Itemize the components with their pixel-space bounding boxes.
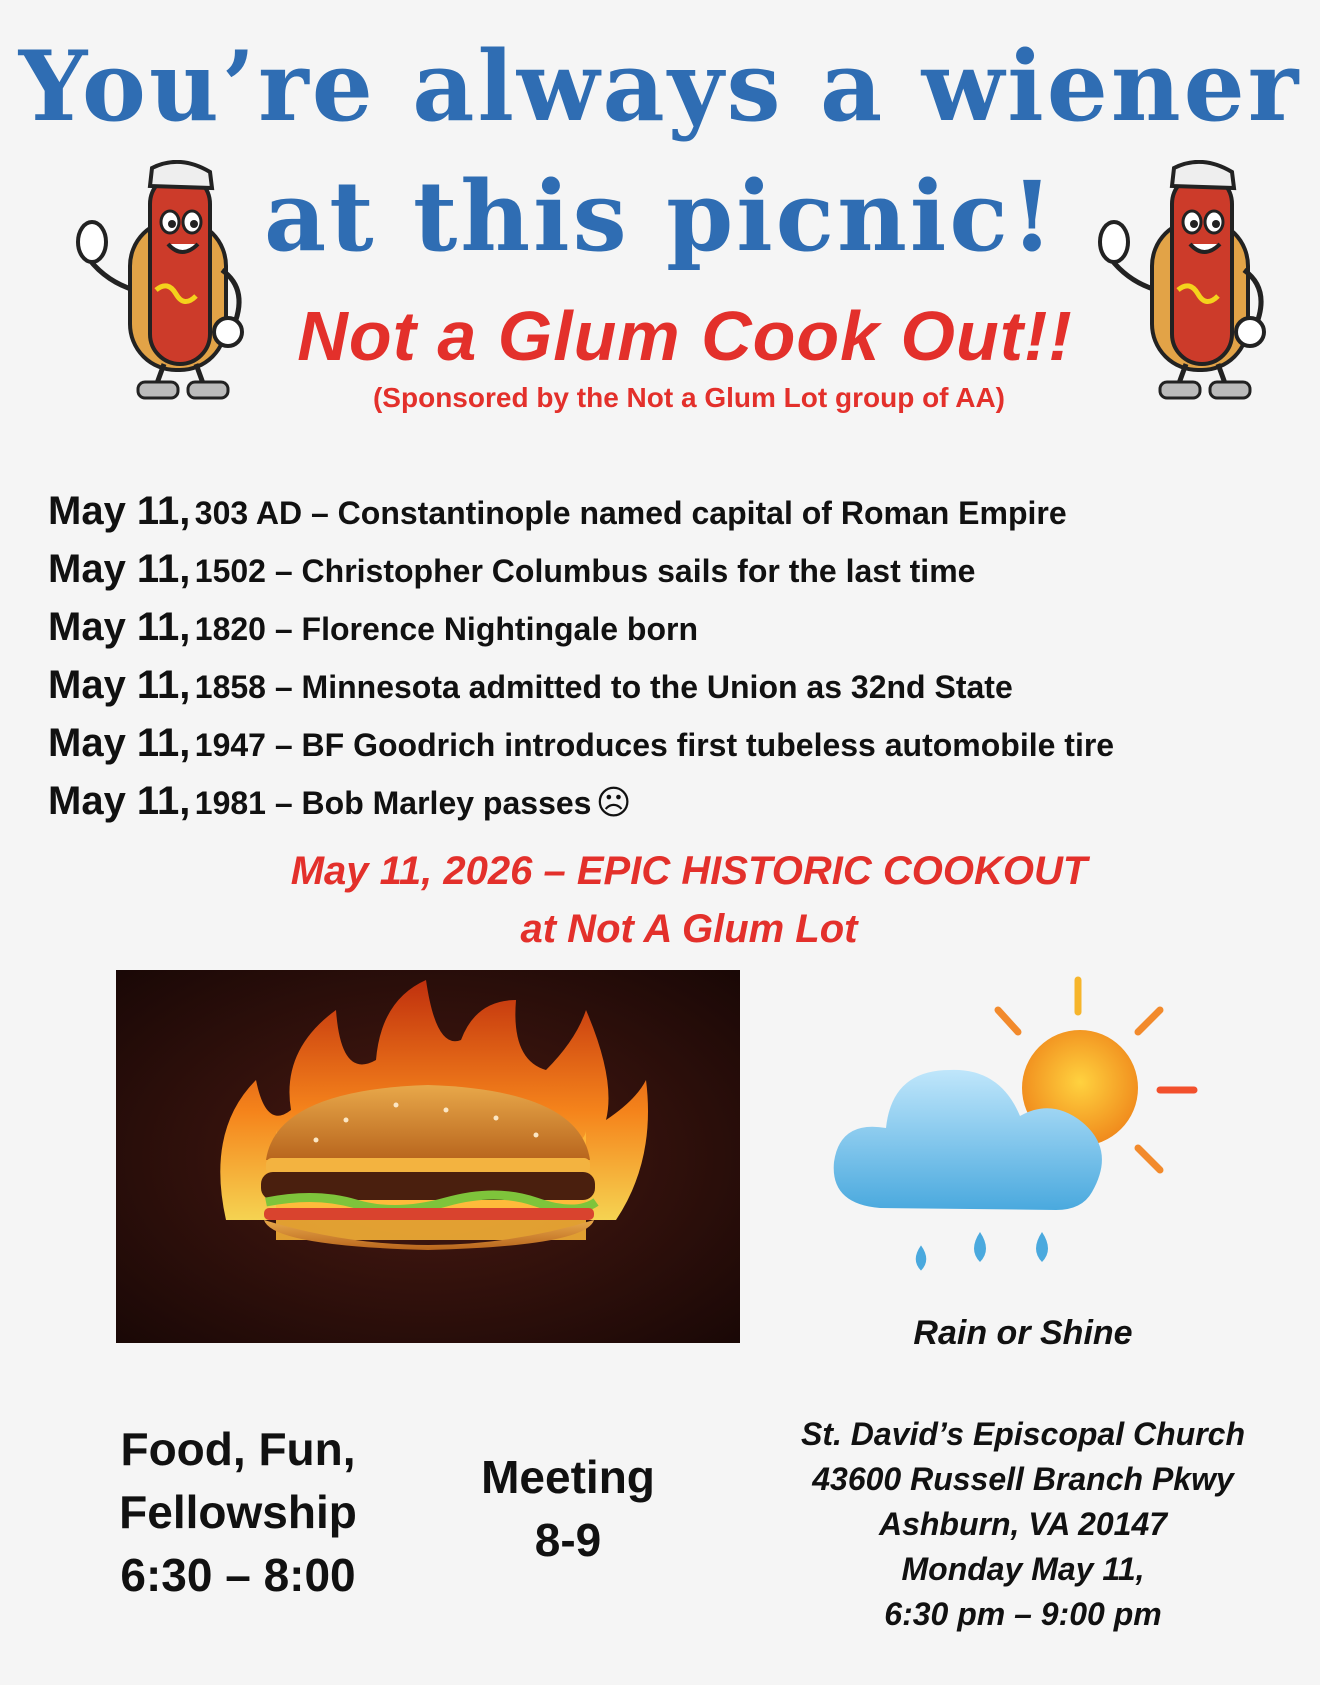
history-date: May 11, [48,547,191,591]
history-date: May 11, [48,605,191,649]
history-date: May 11, [48,489,191,533]
history-date: May 11, [48,721,191,765]
meeting-label: Meeting [481,1451,655,1503]
event-line-1: May 11, 2026 – EPIC HISTORIC COOKOUT [290,849,1088,893]
venue-address [750,1412,1296,1637]
food-line-1: Food, Fun, [120,1423,356,1475]
food-time: 6:30 – 8:00 [120,1549,356,1601]
history-date: May 11, [48,663,191,707]
meeting-info [448,1446,688,1572]
sponsor-line: (Sponsored by the Not a Glum Lot group of AA) [372,382,1006,413]
history-text: 1858 – Minnesota admitted to the Union as 32nd State [194,669,1013,705]
food-line-2: Fellowship [119,1486,357,1538]
history-list [48,482,1308,830]
history-text: 1820 – Florence Nightingale born [194,611,699,647]
headline-line-1: You’re always a wiener [18,30,1302,143]
venue-date: Monday May 11, [901,1551,1145,1587]
history-item [48,656,1308,714]
history-item [48,714,1308,772]
history-item [48,482,1308,540]
flaming-burger-image [116,970,740,1343]
weather-caption: Rain or Shine [913,1314,1133,1352]
venue-time: 6:30 pm – 9:00 pm [884,1596,1162,1632]
history-item [48,598,1308,656]
sad-face-icon: ☹ [595,784,632,822]
history-text: 1981 – Bob Marley passes [194,785,592,821]
venue-city: Ashburn, VA 20147 [878,1506,1168,1542]
history-item [48,540,1308,598]
history-text: 1502 – Christopher Columbus sails for the last time [194,553,976,589]
history-date: May 11, [48,779,191,823]
sun-cloud-rain-icon [820,970,1220,1300]
headline-line-2: at this picnic! [264,160,1056,273]
event-line-2: at Not A Glum Lot [520,907,858,951]
history-text: 1947 – BF Goodrich introduces first tubeless automobile tire [194,727,1115,763]
history-item [48,772,1308,830]
venue-street: 43600 Russell Branch Pkwy [812,1461,1234,1497]
subtitle: Not a Glum Cook Out!! [297,297,1073,375]
history-text: 303 AD – Constantinople named capital of Roman Empire [194,495,1067,531]
meeting-time: 8-9 [534,1514,602,1566]
event-announcement [0,842,1320,958]
venue-name: St. David’s Episcopal Church [801,1416,1245,1452]
food-fun-fellowship [88,1418,388,1607]
